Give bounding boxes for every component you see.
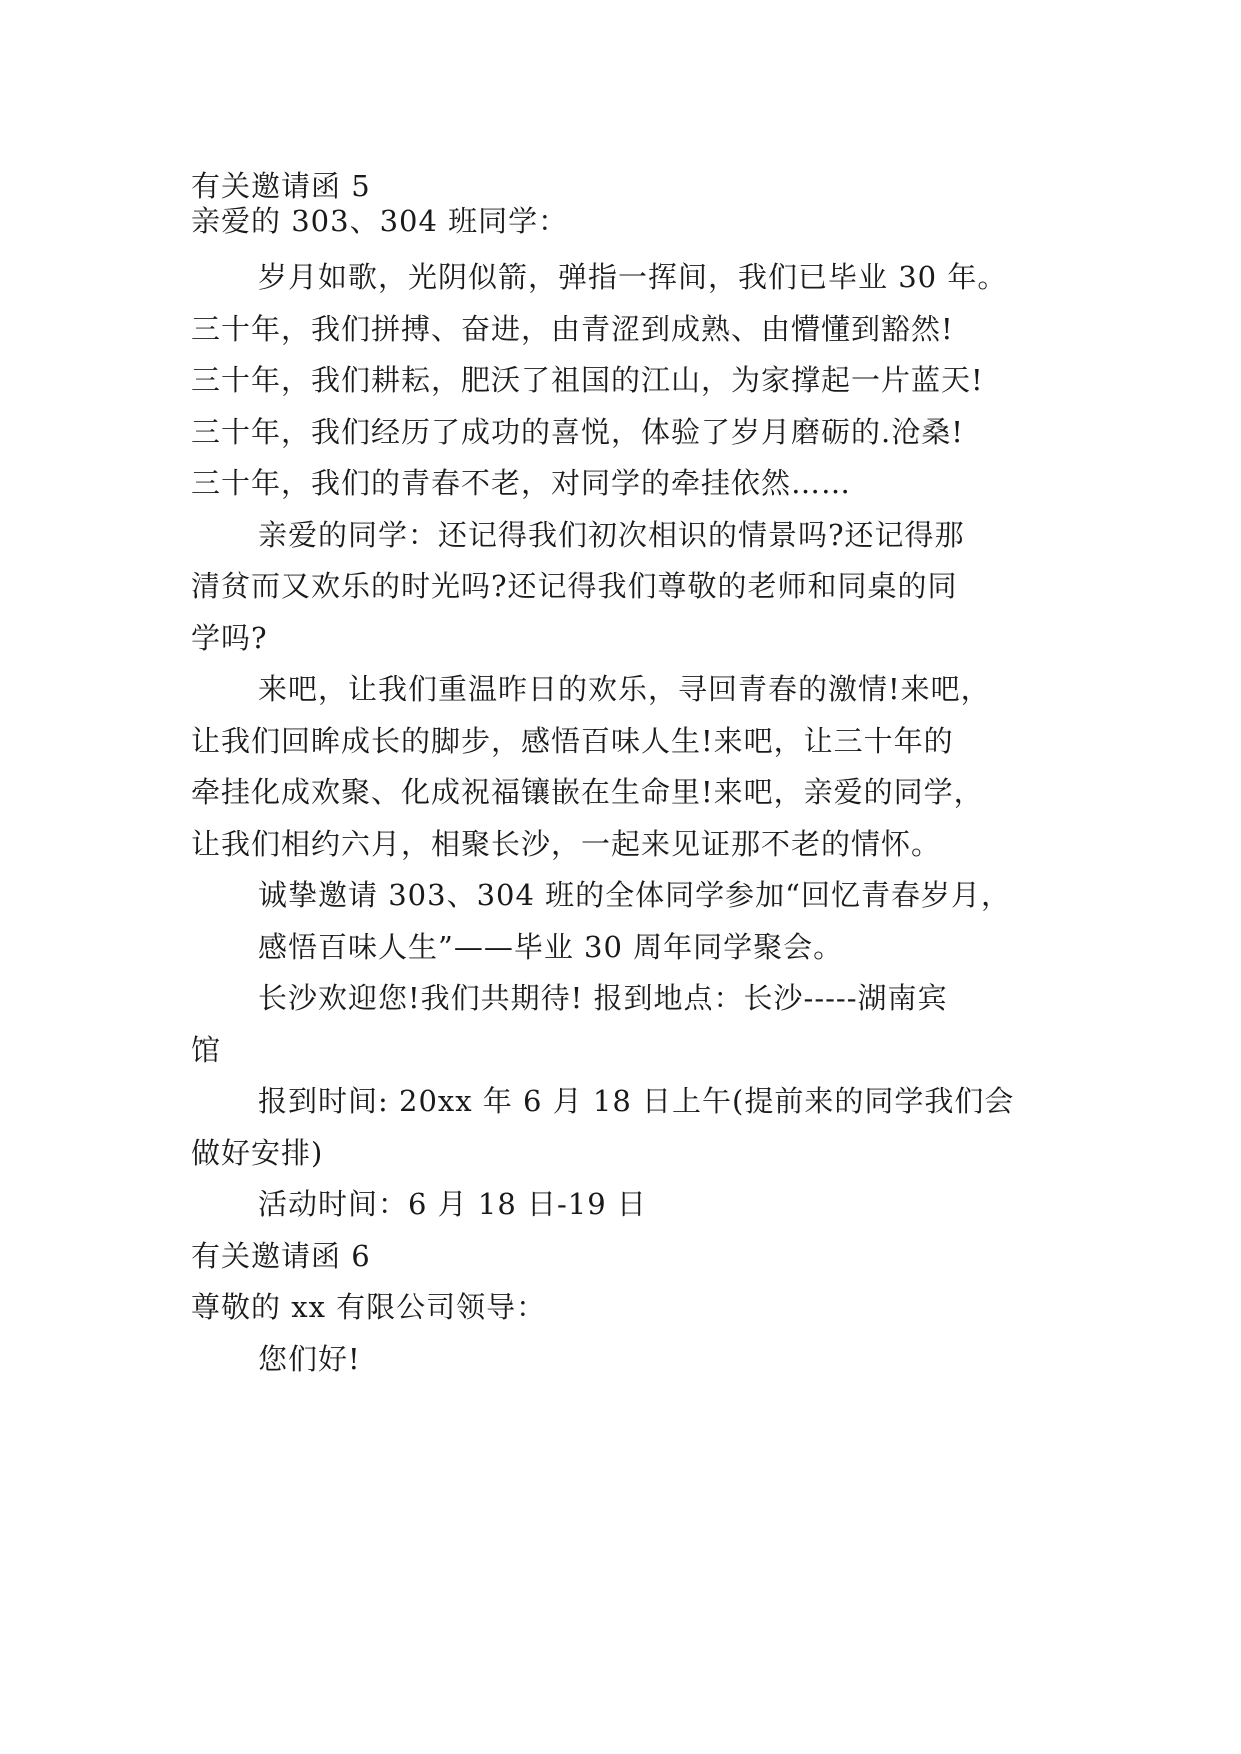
paragraph-line: 长沙欢迎您!我们共期待! 报到地点：长沙-----湖南宾 [258,981,948,1015]
paragraph-line: 三十年，我们的青春不老，对同学的牵挂依然…… [191,466,852,500]
section-heading-5: 有关邀请函 5 [191,169,371,203]
paragraph-line: 清贫而又欢乐的时光吗?还记得我们尊敬的老师和同桌的同 [191,569,958,603]
paragraph-line: 来吧，让我们重温昨日的欢乐，寻回青春的激情!来吧， [258,672,991,706]
paragraph-line: 亲爱的同学：还记得我们初次相识的情景吗?还记得那 [258,518,965,552]
paragraph-line: 感悟百味人生”——毕业 30 周年同学聚会。 [258,930,844,964]
greeting-line: 您们好! [258,1342,361,1376]
paragraph-line: 报到时间: 20xx 年 6 月 18 日上午(提前来的同学我们会 [258,1084,1015,1118]
paragraph-line: 三十年，我们经历了成功的喜悦，体验了岁月磨砺的.沧桑! [191,415,964,449]
paragraph-line: 岁月如歌，光阴似箭，弹指一挥间，我们已毕业 30 年。 [258,260,1008,294]
paragraph-line: 牵挂化成欢聚、化成祝福镶嵌在生命里!来吧，亲爱的同学， [191,775,984,809]
salutation-company: 尊敬的 xx 有限公司领导： [191,1290,547,1324]
salutation-classmates: 亲爱的 303、304 班同学： [191,204,569,238]
paragraph-line: 活动时间：6 月 18 日-19 日 [258,1187,647,1221]
paragraph-line: 做好安排) [191,1136,324,1170]
paragraph-line: 学吗? [191,621,268,655]
paragraph-line: 诚挚邀请 303、304 班的全体同学参加“回忆青春岁月， [258,878,1011,912]
section-heading-6: 有关邀请函 6 [191,1239,371,1273]
paragraph-line: 三十年，我们耕耘，肥沃了祖国的江山，为家撑起一片蓝天! [191,363,984,397]
paragraph-line: 馆 [191,1033,222,1067]
paragraph-line: 让我们回眸成长的脚步，感悟百味人生!来吧，让三十年的 [191,724,954,758]
paragraph-line: 三十年，我们拼搏、奋进，由青涩到成熟、由懵懂到豁然! [191,312,954,346]
paragraph-line: 让我们相约六月，相聚长沙，一起来见证那不老的情怀。 [191,827,942,861]
